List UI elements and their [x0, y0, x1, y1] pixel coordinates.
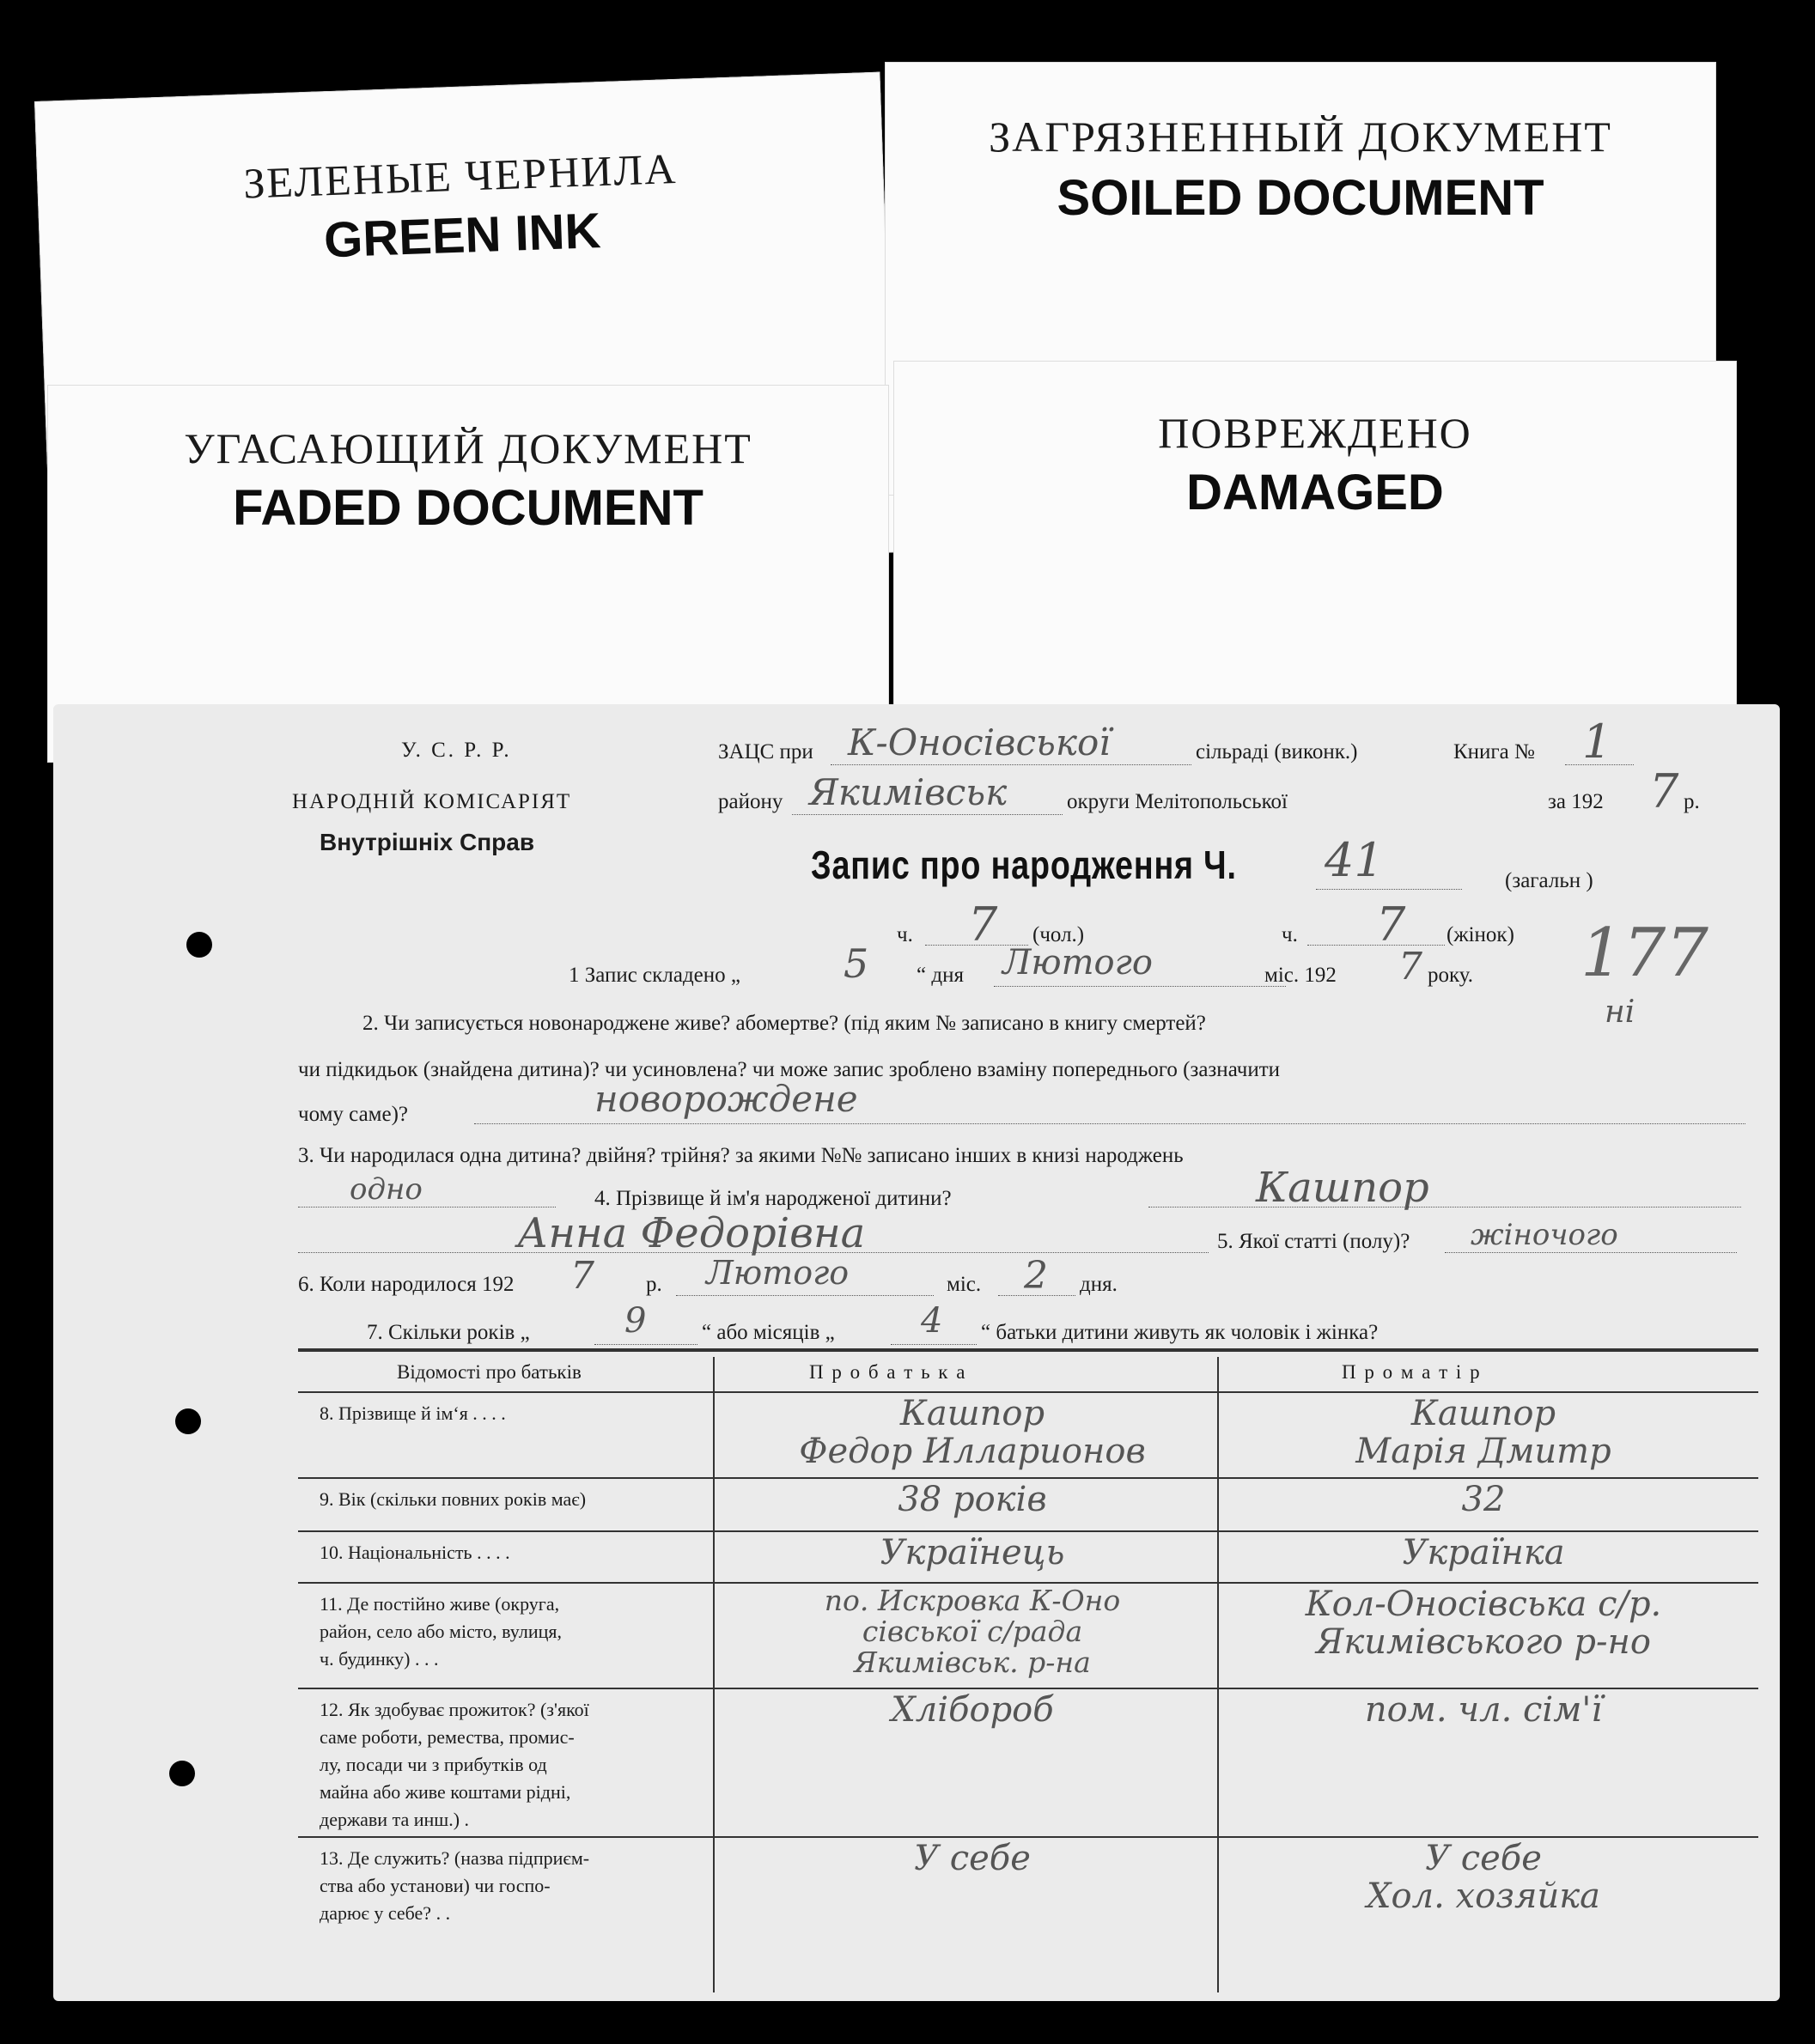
q1-month: Лютого — [1002, 943, 1153, 982]
col-info-header: Відомості про батьків — [397, 1361, 582, 1383]
row-label: 12. Як здобуває прожиток? (з'якої саме роботи, ремества, промис- лу, посади чи з прибутків од майна або живе коштами рідні, держави та инш.) . — [320, 1699, 589, 1830]
q2-death-book-value: ні — [1605, 995, 1635, 1030]
mother-value: Кашпор Марія Дмитр — [1355, 1394, 1611, 1471]
q7-months-label: “ або місяців „ — [702, 1321, 835, 1344]
row-divider — [298, 1477, 1758, 1479]
punch-hole — [186, 932, 212, 958]
punch-hole — [175, 1408, 201, 1434]
q4-label: 4. Прізвище й ім'я народженої дитини? — [594, 1187, 952, 1210]
row-divider — [298, 1688, 1758, 1689]
father-value: 38 років — [898, 1480, 1047, 1519]
q6-month: Лютого — [706, 1254, 850, 1292]
book-value: 1 — [1582, 715, 1612, 769]
card-label-ru: ЗАГРЯЗНЕННЫЙ ДОКУМЕНТ — [989, 113, 1612, 161]
father-value: У себе — [914, 1839, 1031, 1878]
q2-value: новорождене — [594, 1078, 858, 1120]
ch-label: ч. — [1282, 923, 1298, 946]
q4-name: Анна Федорівна — [517, 1209, 866, 1257]
record-title: Запис про народження Ч. — [811, 843, 1237, 887]
row-label: 11. Де постійно живе (округа, район, село або місто, вулиця, ч. будинку) . . . — [320, 1593, 562, 1670]
q1-tail: року. — [1428, 964, 1474, 987]
q1-label: 1 Запис складено „ — [569, 964, 740, 987]
q6-r: р. — [646, 1273, 662, 1296]
female-count: 7 — [1376, 897, 1406, 952]
silrada-label: сільраді (виконк.) — [1196, 740, 1358, 763]
father-value: Кашпор Федор Илларионов — [799, 1394, 1146, 1471]
mother-value: У себе Хол. хозяйка — [1367, 1839, 1600, 1916]
ch-label: ч. — [897, 923, 913, 946]
mother-value: 32 — [1461, 1480, 1506, 1519]
q2-line-b: чи підкидьок (знайдена дитина)? чи усиновлена? чи може запис зроблено взаміну попереднього (зазначити — [298, 1058, 1281, 1081]
q6-mis: міс. — [947, 1273, 982, 1296]
female-label: (жінок) — [1447, 923, 1514, 946]
q7-tail: “ батьки дитини живуть як чоловік і жінка? — [981, 1321, 1379, 1344]
usrr-label: У. С. Р. Р. — [401, 739, 512, 762]
father-value: по. Искровка К-Оно сівської с/рада Якимівськ. р-на — [824, 1584, 1121, 1679]
card-label-en: DAMAGED — [1186, 465, 1444, 520]
q6-day: 2 — [1024, 1254, 1048, 1298]
q6-dnya: дня. — [1080, 1273, 1118, 1296]
mother-value: Кол-Оносівська с/р. Якимівського р-но — [1305, 1585, 1662, 1662]
corner-number: 177 — [1581, 915, 1708, 992]
q6-year: 7 — [570, 1254, 594, 1298]
punch-hole — [169, 1761, 195, 1786]
internal-affairs-label: Внутрішніх Справ — [320, 829, 535, 855]
zags-label: ЗАЦС при — [718, 740, 813, 763]
male-count: 7 — [968, 897, 998, 952]
q1-year: 7 — [1398, 945, 1422, 989]
general-label: (загальн ) — [1505, 869, 1593, 892]
card-label-ru: УГАСАЮЩИЙ ДОКУМЕНТ — [184, 424, 752, 472]
q7-months: 4 — [921, 1301, 943, 1341]
q2-line-c: чому саме)? — [298, 1103, 409, 1126]
col-father-header: П р о б а т ь к а — [809, 1361, 967, 1383]
q2-line-a: 2. Чи записується новонароджене живе? абомертве? (під яким № записано в книгу смертей? — [362, 1012, 1206, 1035]
book-label: Книга № — [1453, 740, 1535, 763]
zags-value: К-Оносівської — [848, 721, 1111, 763]
card-label-en: FADED DOCUMENT — [233, 480, 703, 536]
mother-value: Українка — [1402, 1533, 1565, 1573]
q1-month-word: міс. 192 — [1264, 964, 1337, 987]
male-label: (чол.) — [1032, 923, 1085, 946]
row-divider — [298, 1530, 1758, 1532]
district-label: району — [718, 790, 783, 813]
q5-label: 5. Якої статті (полу)? — [1217, 1230, 1410, 1253]
father-value: Хлібороб — [891, 1690, 1054, 1730]
row-label: 10. Національність . . . . — [320, 1542, 510, 1563]
q1-day-word: “ дня — [917, 964, 964, 987]
card-label-ru: ЗЕЛЕНЫЕ ЧЕРНИЛА — [242, 143, 679, 208]
col-mother-header: П р о м а т і р — [1342, 1361, 1482, 1383]
q5-value: жіночого — [1471, 1218, 1618, 1252]
card-label-en: GREEN INK — [323, 203, 602, 269]
q4-surname: Кашпор — [1256, 1164, 1429, 1212]
okrug-label: округи Мелітопольської — [1067, 790, 1288, 813]
card-label-ru: ПОВРЕЖДЕНО — [1158, 409, 1472, 457]
q3-value: одно — [350, 1172, 423, 1207]
record-number: 41 — [1325, 833, 1384, 887]
father-value: Українець — [880, 1533, 1065, 1573]
commissariat-label: НАРОДНІЙ КОМІСАРІЯТ — [292, 790, 572, 813]
row-label: 9. Вік (скільки повних років має) — [320, 1488, 587, 1510]
q7-years: 9 — [624, 1301, 647, 1341]
row-divider — [298, 1836, 1758, 1838]
row-label: 8. Прізвище й ім‘я . . . . — [320, 1402, 506, 1424]
year-value: 7 — [1649, 764, 1679, 818]
year-label: за 192 — [1548, 790, 1604, 813]
q7-label: 7. Скільки років „ — [367, 1321, 530, 1344]
birth-record-form — [53, 704, 1780, 2001]
card-label-en: SOILED DOCUMENT — [1057, 170, 1544, 226]
mother-value: пом. чл. сім'ї — [1364, 1690, 1603, 1730]
district-value: Якимівськ — [809, 771, 1008, 813]
q6-label: 6. Коли народилося 192 — [298, 1273, 515, 1296]
q1-day: 5 — [844, 940, 869, 987]
row-label: 13. Де служить? (назва підприєм- ства або установи) чи госпо- дарює у себе? . . — [320, 1847, 590, 1924]
year-suffix: р. — [1684, 790, 1700, 813]
q3-label: 3. Чи народилася одна дитина? двійня? трійня? за якими №№ записано інших в книзі народжень — [298, 1144, 1184, 1167]
